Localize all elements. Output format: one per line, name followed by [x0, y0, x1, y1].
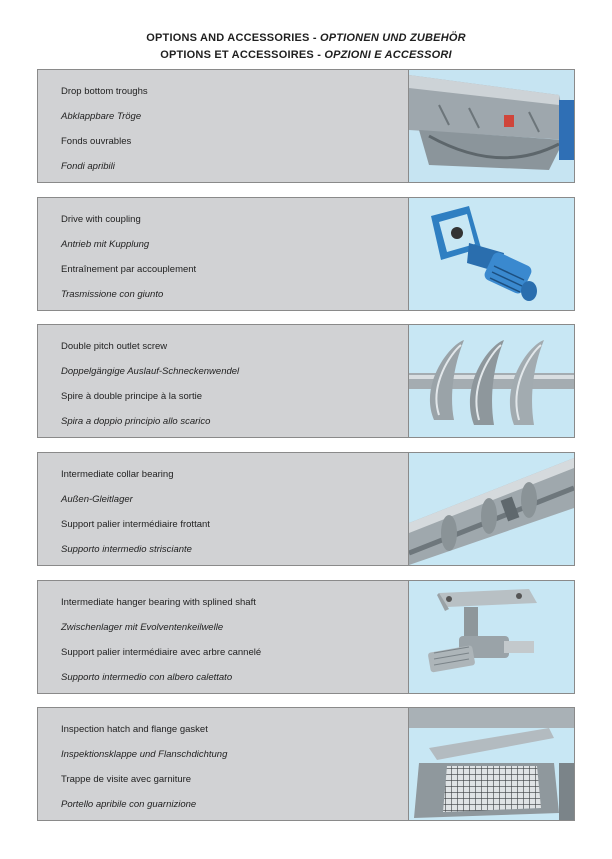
label-en: Intermediate hanger bearing with splined shaft: [61, 597, 256, 608]
option-card-collar-bearing: [37, 452, 575, 566]
option-card-inspection-hatch: [37, 707, 575, 821]
label-en: Drive with coupling: [61, 214, 141, 225]
label-fr: Support palier intermédiaire frottant: [61, 519, 210, 530]
label-fr: Spire à double principe à la sortie: [61, 391, 203, 402]
label-de: Inspektionsklappe und Flanschdichtung: [61, 749, 228, 760]
label-de: Abklappbare Tröge: [61, 111, 142, 122]
inspection-hatch-photo: [408, 708, 574, 820]
title-line-1: OPTIONS AND ACCESSORIES - OPTIONEN UND ZUBEHÖR: [146, 32, 466, 44]
label-fr: Trappe de visite avec garniture: [61, 774, 192, 785]
label-en: Inspection hatch and flange gasket: [61, 724, 208, 735]
label-it: Trasmissione con giunto: [61, 289, 164, 300]
page-title: [0, 30, 612, 64]
label-de: Außen-Gleitlager: [61, 494, 133, 505]
label-en: Intermediate collar bearing: [61, 469, 174, 480]
option-card-double-pitch-screw: [37, 324, 575, 438]
option-card-drop-bottom-troughs: [37, 69, 575, 183]
drop-bottom-trough-photo: [408, 70, 574, 182]
label-de: Zwischenlager mit Evolventenkeilwelle: [61, 622, 224, 633]
option-card-hanger-bearing: [37, 580, 575, 694]
label-de: Antrieb mit Kupplung: [61, 239, 150, 250]
hanger-bearing-photo: [408, 581, 574, 693]
label-fr: Entraînement par accouplement: [61, 264, 197, 275]
label-it: Fondi apribili: [61, 161, 115, 172]
label-de: Doppelgängige Auslauf-Schneckenwendel: [61, 366, 240, 377]
drive-coupling-photo: [408, 198, 574, 310]
label-fr: Support palier intermédiaire avec arbre cannelé: [61, 647, 262, 658]
label-it: Supporto intermedio con albero calettato: [61, 672, 233, 683]
label-en: Drop bottom troughs: [61, 86, 148, 97]
label-it: Portello apribile con guarnizione: [61, 799, 197, 810]
label-it: Supporto intermedio strisciante: [61, 544, 192, 555]
title-line-2: OPTIONS ET ACCESSOIRES - OPZIONI E ACCESSORI: [160, 49, 452, 61]
label-it: Spira a doppio principio allo scarico: [61, 416, 211, 427]
label-fr: Fonds ouvrables: [61, 136, 132, 147]
option-card-drive-coupling: [37, 197, 575, 311]
label-en: Double pitch outlet screw: [61, 341, 168, 352]
collar-bearing-photo: [408, 453, 574, 565]
double-pitch-screw-photo: [408, 325, 574, 437]
